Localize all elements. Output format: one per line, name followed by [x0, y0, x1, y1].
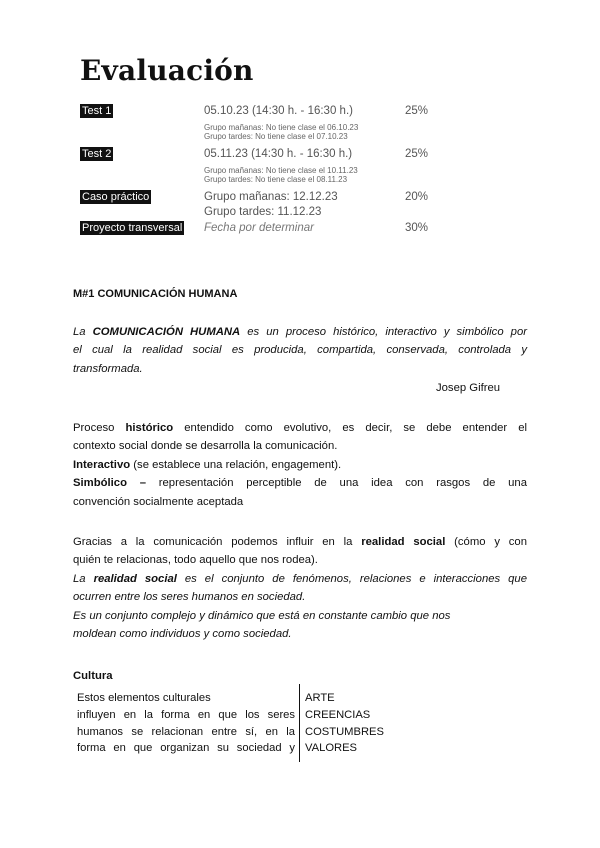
quote-author: Josep Gifreu — [436, 382, 501, 394]
cultura-description-line: influyen en la forma en que los seres — [77, 708, 295, 721]
paragraph-line: convención socialmente aceptada — [73, 495, 244, 508]
section-heading: M#1 COMUNICACIÓN HUMANA — [73, 288, 238, 300]
evaluation-percent: 25% — [405, 105, 429, 117]
cultura-element: VALORES — [305, 742, 358, 755]
cultura-element: ARTE — [305, 692, 335, 704]
paragraph-line: Gracias a la comunicación podemos influir en la realidad social (cómo y con — [73, 536, 527, 548]
cultura-divider — [299, 684, 300, 762]
evaluation-label: Test 1 — [82, 105, 112, 117]
quote-line: el cual la realidad social es producida, compartida, conservada, controlada y — [73, 344, 527, 357]
paragraph-line: Interactivo (se establece una relación, engagement). — [73, 458, 342, 471]
paragraph-line: Es un conjunto complejo y dinámico que está en constante cambio que nos — [73, 609, 451, 622]
evaluation-note: Grupo mañanas: No tiene clase el 06.10.23 — [204, 123, 359, 132]
cultura-description-line: humanos se relacionan entre sí, en la — [77, 725, 295, 738]
evaluation-date: 05.11.23 (14:30 h. - 16:30 h.) — [204, 148, 353, 160]
paragraph-line: Proceso histórico entendido como evolutivo, es decir, se debe entender el — [73, 422, 527, 434]
cultura-heading: Cultura — [73, 670, 113, 682]
quote-line: transformada. — [73, 362, 143, 375]
cultura-element: CREENCIAS — [305, 708, 371, 721]
paragraph-proceso — [73, 419, 527, 511]
evaluation-label: Proyecto transversal — [82, 222, 183, 234]
quote-paragraph — [73, 323, 527, 378]
cultura-element: COSTUMBRES — [305, 725, 384, 738]
evaluation-label: Caso práctico — [82, 191, 150, 203]
paragraph-line: contexto social donde se desarrolla la comunicación. — [73, 440, 338, 453]
evaluation-note: Grupo tardes: No tiene clase el 07.10.23 — [204, 132, 348, 141]
cultura-description-line: forma en que organizan su sociedad y — [77, 742, 295, 755]
cultura-elements-list — [305, 690, 384, 757]
page-title: Evaluación — [80, 54, 254, 87]
cultura-description-line: Estos elementos culturales — [77, 692, 211, 704]
evaluation-date-secondary: Grupo tardes: 11.12.23 — [204, 206, 322, 218]
paragraph-line: quién te relacionas, todo aquello que nos rodea). — [73, 554, 318, 567]
paragraph-realidad-social — [73, 533, 527, 643]
evaluation-date: 05.10.23 (14:30 h. - 16:30 h.) — [204, 105, 353, 117]
evaluation-note: Grupo tardes: No tiene clase el 08.11.23 — [204, 175, 348, 184]
evaluation-note: Grupo mañanas: No tiene clase el 10.11.23 — [204, 166, 358, 175]
quote-line: La COMUNICACIÓN HUMANA es un proceso histórico, interactivo y simbólico por — [73, 326, 527, 338]
paragraph-line: Simbólico – representación perceptible de una idea con rasgos de una — [73, 477, 527, 490]
evaluation-percent: 30% — [405, 222, 429, 234]
paragraph-line: moldean como individuos y como sociedad. — [73, 628, 292, 641]
paragraph-line: ocurren entre los seres humanos en sociedad. — [73, 591, 306, 604]
evaluation-percent: 20% — [405, 191, 429, 203]
evaluation-date: Fecha por determinar — [204, 222, 314, 234]
evaluation-label: Test 2 — [82, 148, 112, 160]
evaluation-date: Grupo mañanas: 12.12.23 — [204, 191, 338, 203]
evaluation-percent: 25% — [405, 148, 429, 160]
paragraph-line: La realidad social es el conjunto de fenómenos, relaciones e interacciones que — [73, 572, 527, 585]
cultura-description — [77, 690, 295, 757]
